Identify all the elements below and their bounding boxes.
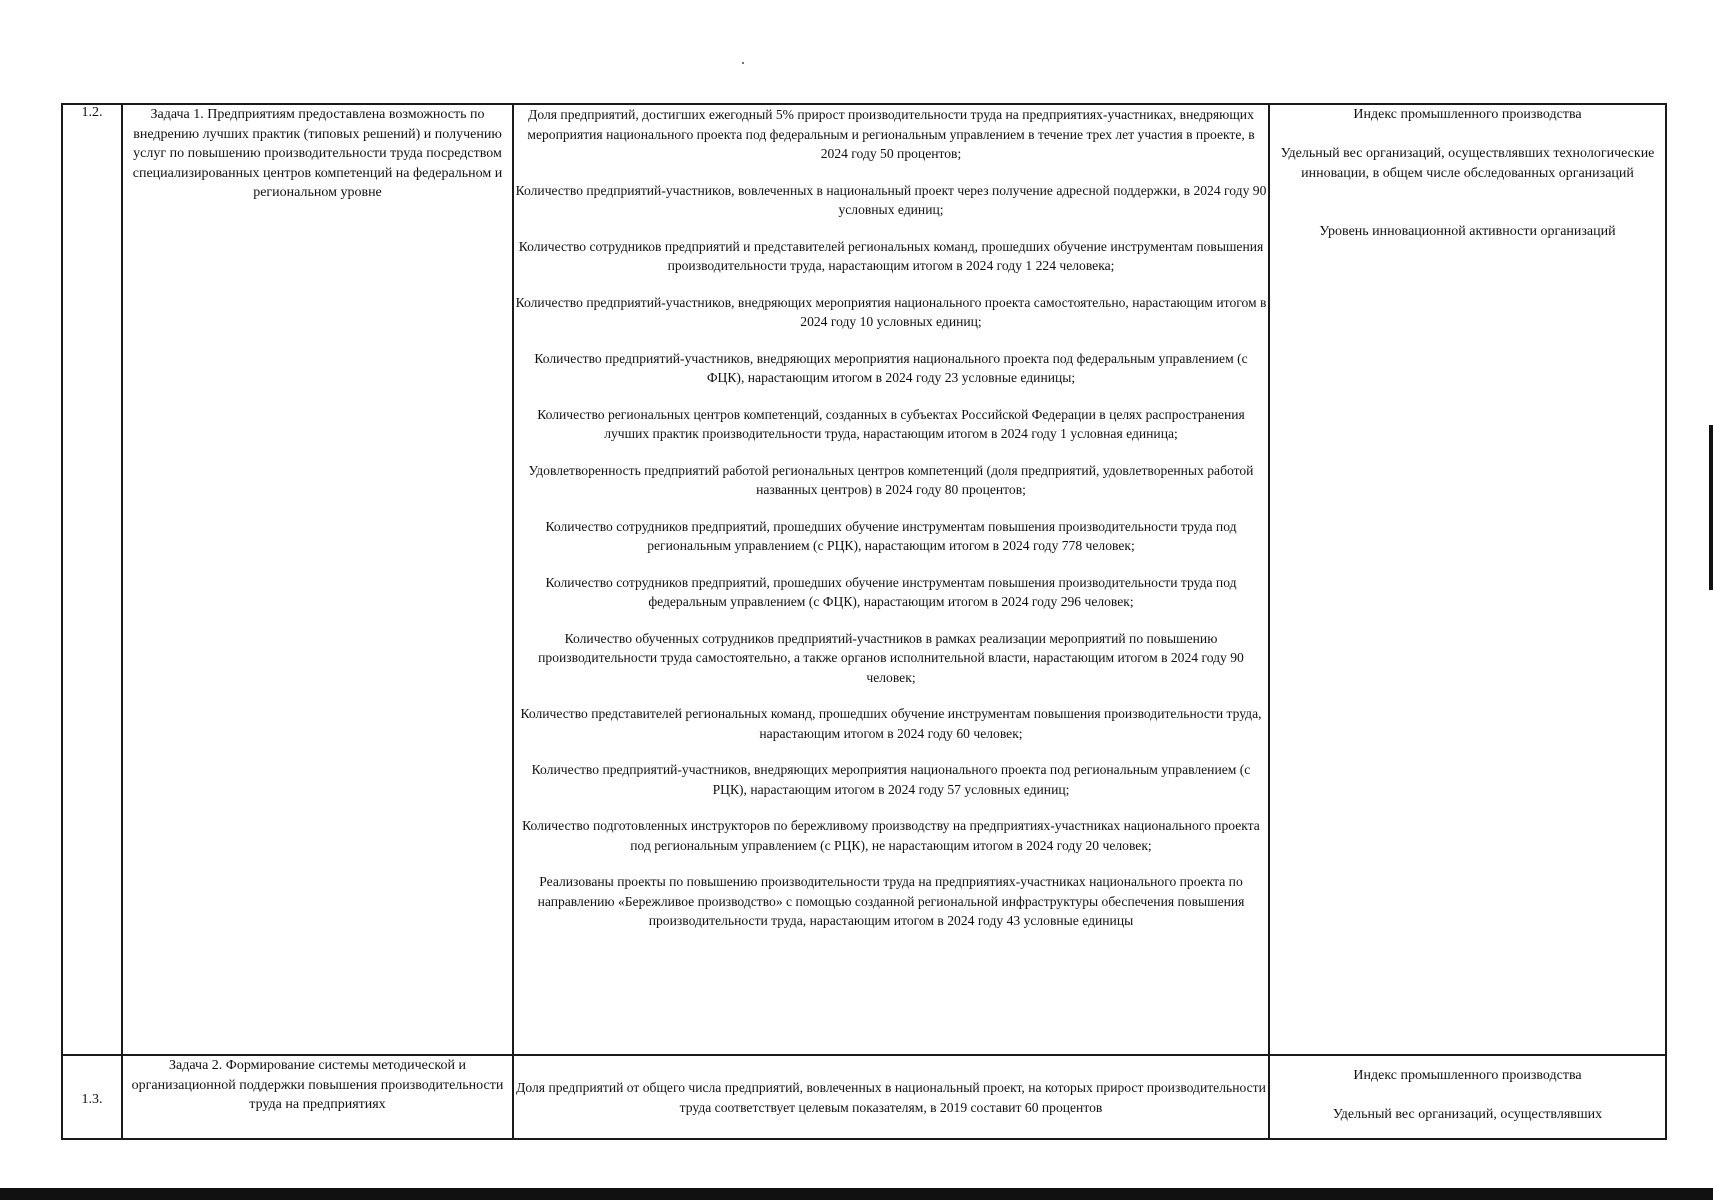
results-cell [1269,104,1666,1055]
result-item: Удельный вес организаций, осуществлявших технологические инновации, в общем числе обследованных организаций [1280,146,1655,181]
indicator-item: Количество предприятий-участников, вовлеченных в национальный проект через получение адресной поддержки, в 2024 году 90 условных единиц; [515,182,1267,217]
document-table [61,103,1667,1140]
indicator-item: Количество обученных сотрудников предприятий-участников в рамках реализации мероприятий по повышению производительности труда самостоятельно, а также органов исполнительной власти, нарастающим итогом в 2024 году 90 человек; [538,630,1244,685]
result-item: Индекс промышленного производства [1353,1068,1582,1083]
indicator-item: Доля предприятий, достигших ежегодный 5% прирост производительности труда на предприятиях-участниках, внедряющих мероприятия национального проекта под федеральным и региональным управлением в течение трех лет участия в проекте, в 2024 году 50 процентов; [527,107,1255,161]
result-item: Уровень инновационной активности организаций [1319,224,1616,239]
result-item: Индекс промышленного производства [1353,107,1582,122]
scan-edge-mark [1709,425,1713,590]
indicators-cell [513,104,1269,1055]
indicators-cell [513,1055,1269,1139]
result-item: Удельный вес организаций, осуществлявших [1332,1107,1603,1122]
table-row [62,1055,1666,1139]
scan-speck [742,62,744,64]
row-number: 1.2. [62,104,122,1055]
indicator-item: Количество предприятий-участников, внедряющих мероприятия национального проекта самостоятельно, нарастающим итогом в 2024 году 10 условных единиц; [515,294,1267,329]
table-row [62,104,1666,1055]
indicator-item: Количество региональных центров компетенций, созданных в субъектах Российской Федерации в целях распространения лучших практик производительности труда, нарастающим итогом в 2024 году 1 условная единица; [537,406,1245,441]
scan-bottom-edge [0,1188,1713,1200]
indicator-item: Количество представителей региональных команд, прошедших обучение инструментам повышения производительности труда, нарастающим итогом в 2024 году 60 человек; [520,706,1262,741]
task-cell: Задача 1. Предприятиям предоставлена возможность по внедрению лучших практик (типовых решений) и получению услуг по повышению производительности труда посредством специализированных центров компетенций на федеральном и региональном уровне [122,104,513,1055]
indicator-item: Доля предприятий от общего числа предприятий, вовлеченных в национальный проект, на которых прирост производительности труда соответствует целевым показателям, в 2019 составит 60 процентов [516,1080,1266,1115]
indicator-item: Количество сотрудников предприятий и представителей региональных команд, прошедших обучение инструментам повышения производительности труда, нарастающим итогом в 2024 году 1 224 человека; [518,238,1264,273]
indicator-item: Количество предприятий-участников, внедряющих мероприятия национального проекта под региональным управлением (с РЦК), нарастающим итогом в 2024 году 57 условных единиц; [531,762,1251,797]
task-cell: Задача 2. Формирование системы методической и организационной поддержки повышения производительности труда на предприятиях [122,1055,513,1139]
indicator-item: Количество сотрудников предприятий, прошедших обучение инструментам повышения производительности труда под региональным управлением (с РЦК), нарастающим итогом в 2024 году 778 человек; [545,518,1237,553]
indicator-item: Количество подготовленных инструкторов по бережливому производству на предприятиях-участниках национального проекта под региональным управлением (с РЦК), не нарастающим итогом в 2024 году 20 человек; [522,818,1260,853]
indicator-item: Реализованы проекты по повышению производительности труда на предприятиях-участниках национального проекта по направлению «Бережливое производство» с помощью созданной региональной инфраструктуры обеспечения повышения производительности труда, нарастающим итогом в 2024 году 43 условные единицы [537,874,1245,928]
row-number: 1.3. [62,1055,122,1139]
indicator-item: Количество предприятий-участников, внедряющих мероприятия национального проекта под федеральным управлением (с ФЦК), нарастающим итогом в 2024 году 23 условные единицы; [534,350,1248,385]
results-cell [1269,1055,1666,1139]
indicator-item: Количество сотрудников предприятий, прошедших обучение инструментам повышения производительности труда под федеральным управлением (с ФЦК), нарастающим итогом в 2024 году 296 человек; [545,574,1237,609]
indicator-item: Удовлетворенность предприятий работой региональных центров компетенций (доля предприятий, удовлетворенных работой названных центров) в 2024 году 80 процентов; [528,462,1254,497]
